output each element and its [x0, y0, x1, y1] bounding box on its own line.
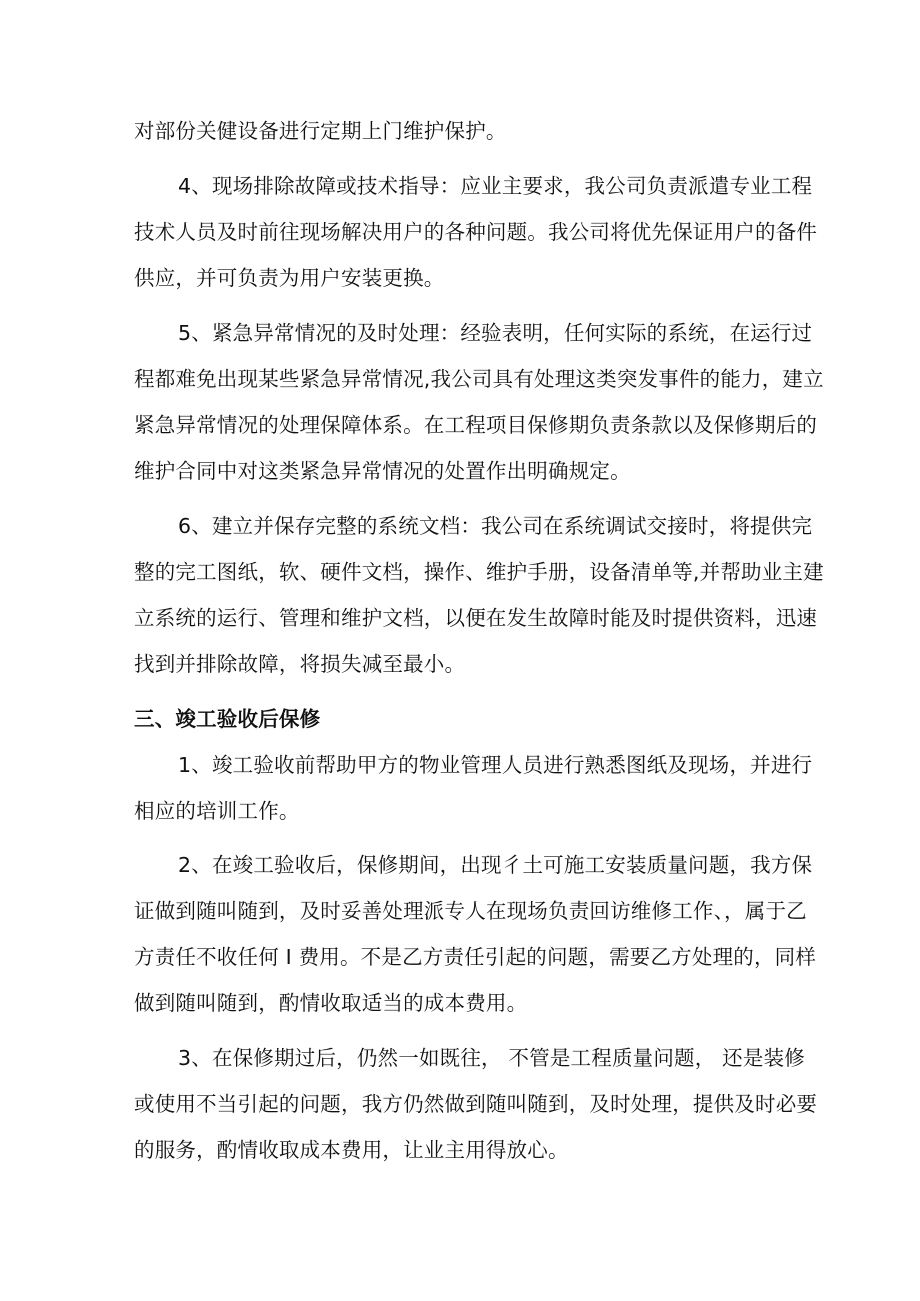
paragraph-6-line-3: 立系统的运行、管理和维护文档，以便在发生故障时能及时提供资料，迅速 [134, 606, 818, 630]
paragraph-5-line-3: 紧急异常情况的处理保障体系。在工程项目保修期负责条款以及保修期后的 [134, 413, 818, 437]
paragraph-4-line-2: 技术人员及时前往现场解决用户的各种问题。我公司将优先保证用户的备件 [134, 220, 818, 244]
paragraph-6-line-4: 找到并排除故障，将损失减至最小。 [134, 652, 466, 676]
warranty-item-1-line-2: 相应的培训工作。 [134, 799, 300, 823]
warranty-item-2-line-4: 做到随叫随到，酌情收取适当的成本费用。 [134, 991, 528, 1015]
section-heading: 三、竣工验收后保修 [134, 707, 321, 731]
warranty-item-3-line-1: 3、在保修期过后，仍然一如既往， 不管是工程质量问题， 还是装修 [178, 1046, 805, 1070]
warranty-item-2-line-1: 2、在竣工验收后，保修期间，出现彳土可施工安装质量问题，我方保 [178, 853, 813, 877]
paragraph-4-line-1: 4、现场排除故障或技术指导：应业主要求，我公司负责派遣专业工程 [178, 174, 813, 198]
warranty-item-3-line-3: 的服务，酌情收取成本费用，让业主用得放心。 [134, 1138, 569, 1162]
paragraph-6-line-2: 整的完工图纸，软、硬件文档，操作、维护手册，设备清单等,并帮助业主建 [134, 560, 824, 584]
paragraph-6-line-1: 6、建立并保存完整的系统文档：我公司在系统调试交接时，将提供完 [178, 514, 813, 538]
warranty-item-3-line-2: 或使用不当引起的问题，我方仍然做到随叫随到，及时处理，提供及时必要 [134, 1092, 818, 1116]
paragraph-4-line-3: 供应，并可负责为用户安装更换。 [134, 266, 445, 290]
paragraph-5-line-2: 程都难免出现某些紧急异常情况,我公司具有处理这类突发事件的能力，建立 [134, 367, 824, 391]
warranty-item-2-line-3: 方责任不收任何 I 费用。不是乙方责任引起的问题，需要乙方处理的，同样 [134, 945, 817, 969]
warranty-item-1-line-1: 1、竣工验收前帮助甲方的物业管理人员进行熟悉图纸及现场，并进行 [178, 753, 813, 777]
warranty-item-2-line-2: 证做到随叫随到，及时妥善处理派专人在现场负责回访维修工作、，属于乙 [134, 899, 807, 923]
paragraph-3-end: 对部份关健设备进行定期上门维护保护。 [134, 119, 507, 143]
paragraph-5-line-1: 5、紧急异常情况的及时处理：经验表明，任何实际的系统，在运行过 [178, 321, 813, 345]
paragraph-5-line-4: 维护合同中对这类紧急异常情况的处置作出明确规定。 [134, 459, 631, 483]
